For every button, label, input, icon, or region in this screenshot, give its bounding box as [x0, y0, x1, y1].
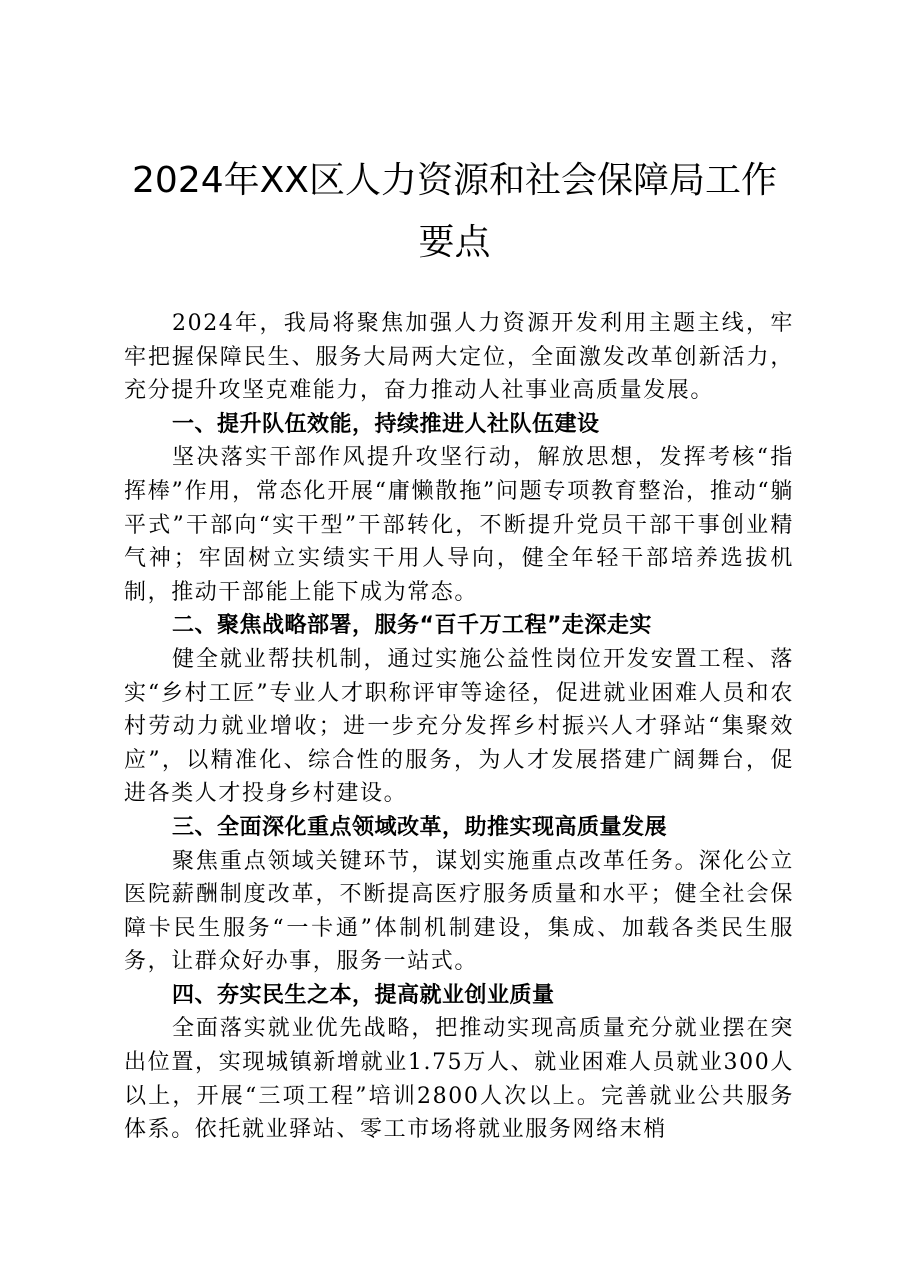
section-3-heading: 三、全面深化重点领域改革，助推实现高质量发展 [172, 814, 668, 840]
section-4-body: 全面落实就业优先战略，把推动实现高质量充分就业摆在突出位置，实现城镇新增就业1.75万人、就业困难人员就业300人以上，开展“三项工程”培训2800人次以上。完善就业公共服务体系。依托就业驿站、零工市场将就业服务网络末梢 [124, 1016, 794, 1143]
document-body [124, 307, 794, 1147]
section-3-body: 聚焦重点领域关键环节，谋划实施重点改革任务。深化公立医院薪酬制度改革，不断提高医疗服务质量和水平；健全社会保障卡民生服务“一卡通”体制机制建设，集成、加载各类民生服务，让群众好办事，服务一站式。 [124, 848, 794, 975]
section-4-heading: 四、夯实民生之本，提高就业创业质量 [172, 982, 555, 1008]
section-1-heading: 一、提升队伍效能，持续推进人社队伍建设 [172, 411, 600, 437]
section-2-body: 健全就业帮扶机制，通过实施公益性岗位开发安置工程、落实“乡村工匠”专业人才职称评审等途径，促进就业困难人员和农村劳动力就业增收；进一步充分发挥乡村振兴人才驿站“集聚效应”，以精准化、综合性的服务，为人才发展搭建广阔舞台，促进各类人才投身乡村建设。 [124, 646, 794, 807]
section-2-heading: 二、聚焦战略部署，服务“百千万工程”走深走实 [172, 613, 652, 639]
document-title: 2024年XX区人力资源和社会保障局工作要点 [132, 160, 777, 263]
section-1-body: 坚决落实干部作风提升攻坚行动，解放思想，发挥考核“指挥棒”作用，常态化开展“庸懒散拖”问题专项教育整治，推动“躺平式”干部向“实干型”干部转化，不断提升党员干部干事创业精气神；牢固树立实绩实干用人导向，健全年轻干部培养选拔机制，推动干部能上能下成为常态。 [124, 445, 794, 605]
intro-paragraph: 2024年，我局将聚焦加强人力资源开发利用主题主线，牢牢把握保障民生、服务大局两大定位，全面激发改革创新活力，充分提升攻坚克难能力，奋力推动人社事业高质量发展。 [124, 311, 794, 404]
